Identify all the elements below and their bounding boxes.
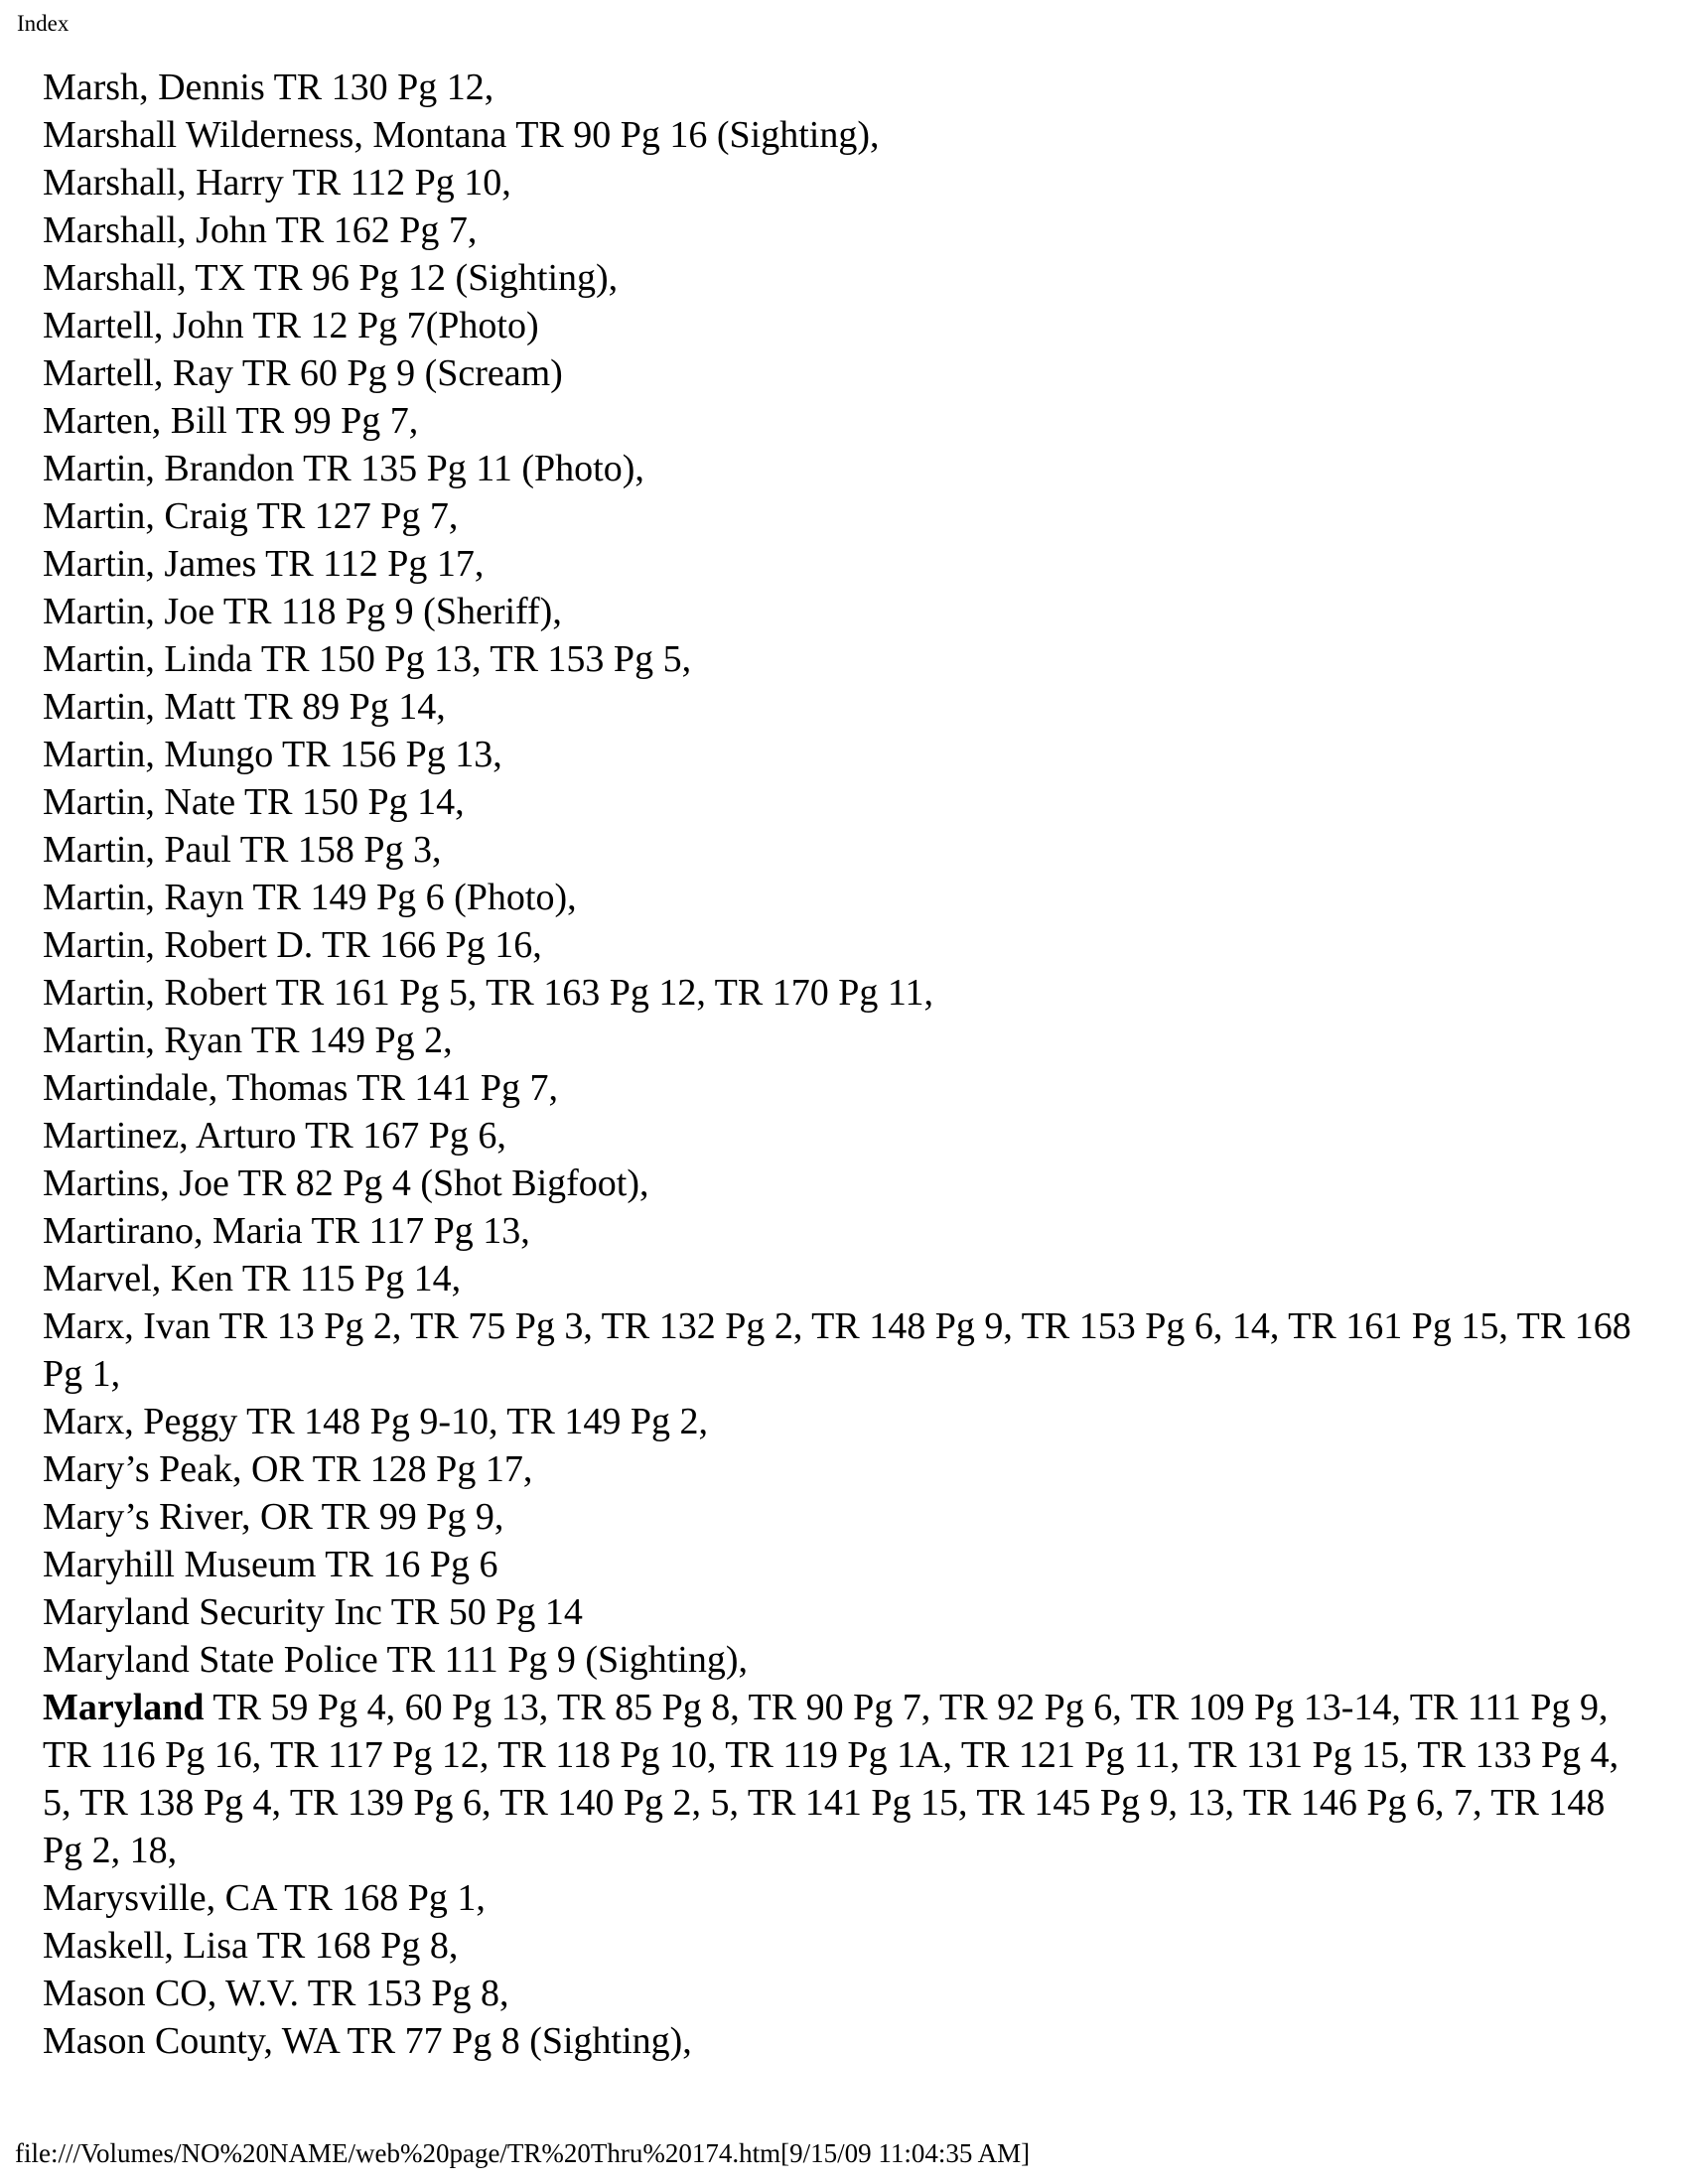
index-entry: Marshall, Harry TR 112 Pg 10, [43, 162, 511, 204]
index-entry: Mary’s River, OR TR 99 Pg 9, [43, 1496, 504, 1538]
index-entry: Marx, Peggy TR 148 Pg 9-10, TR 149 Pg 2, [43, 1401, 708, 1442]
index-entry: Maryland Security Inc TR 50 Pg 14 [43, 1591, 583, 1633]
index-entry: Maryland TR 59 Pg 4, 60 Pg 13, TR 85 Pg 8, TR 90 Pg 7, TR 92 Pg 6, TR 109 Pg 13-14, TR 111 Pg 9, TR 116 Pg 16, TR 117 Pg 12, TR 118 Pg 10, TR 119 Pg 1A, TR 121 Pg 11, TR 131 Pg 15, TR 133 Pg 4, 5, TR 138 Pg 4, TR 139 Pg 6, TR 140 Pg 2, 5, TR 141 Pg 15, TR 145 Pg 9, 13, TR 146 Pg 6, 7, TR 148 Pg 2, 18, [43, 1687, 1619, 1871]
index-entry: Marysville, CA TR 168 Pg 1, [43, 1877, 486, 1919]
index-entry: Mason County, WA TR 77 Pg 8 (Sighting), [43, 2020, 692, 2062]
index-entry: Marten, Bill TR 99 Pg 7, [43, 400, 419, 442]
index-entry-bold-term: Maryland [43, 1687, 205, 1728]
index-entry: Martin, Paul TR 158 Pg 3, [43, 829, 442, 871]
index-entry: Martell, John TR 12 Pg 7(Photo) [43, 305, 539, 346]
index-entry: Mason CO, W.V. TR 153 Pg 8, [43, 1973, 509, 2014]
index-entry: Martin, Robert TR 161 Pg 5, TR 163 Pg 12, TR 170 Pg 11, [43, 972, 933, 1014]
index-entry: Marshall, TX TR 96 Pg 12 (Sighting), [43, 257, 619, 299]
index-entry: Martin, Robert D. TR 166 Pg 16, [43, 924, 542, 966]
index-entry: Mary’s Peak, OR TR 128 Pg 17, [43, 1448, 533, 1490]
index-entry: Marshall, John TR 162 Pg 7, [43, 209, 478, 251]
index-entry: Martin, Matt TR 89 Pg 14, [43, 686, 446, 728]
print-header-title: Index [17, 11, 70, 36]
index-entry: Marsh, Dennis TR 130 Pg 12, [43, 67, 494, 108]
index-entry: Martin, Joe TR 118 Pg 9 (Sheriff), [43, 591, 562, 632]
index-entry: Martin, James TR 112 Pg 17, [43, 543, 485, 585]
index-entry: Martins, Joe TR 82 Pg 4 (Shot Bigfoot), [43, 1162, 649, 1204]
index-entry: Marshall Wilderness, Montana TR 90 Pg 16 (Sighting), [43, 114, 880, 156]
index-entry: Maskell, Lisa TR 168 Pg 8, [43, 1925, 459, 1967]
index-entry-list [43, 64, 1654, 2065]
index-entry: Martirano, Maria TR 117 Pg 13, [43, 1210, 530, 1252]
print-footer-url: file:///Volumes/NO%20NAME/web%20page/TR%20Thru%20174.htm[9/15/09 11:04:35 AM] [15, 2138, 1031, 2168]
index-entry: Martin, Nate TR 150 Pg 14, [43, 781, 465, 823]
index-entry: Martin, Brandon TR 135 Pg 11 (Photo), [43, 448, 644, 489]
index-entry: Martin, Mungo TR 156 Pg 13, [43, 734, 502, 775]
index-entry: Martin, Rayn TR 149 Pg 6 (Photo), [43, 877, 577, 918]
index-entry: Maryland State Police TR 111 Pg 9 (Sighting), [43, 1639, 748, 1681]
index-entry: Marvel, Ken TR 115 Pg 14, [43, 1258, 462, 1299]
index-entry: Martindale, Thomas TR 141 Pg 7, [43, 1067, 558, 1109]
index-entry: Martell, Ray TR 60 Pg 9 (Scream) [43, 352, 563, 394]
index-entry: Martin, Craig TR 127 Pg 7, [43, 495, 459, 537]
index-entry: Martin, Linda TR 150 Pg 13, TR 153 Pg 5, [43, 638, 692, 680]
index-entry: Marx, Ivan TR 13 Pg 2, TR 75 Pg 3, TR 132 Pg 2, TR 148 Pg 9, TR 153 Pg 6, 14, TR 161 Pg 15, TR 168 Pg 1, [43, 1305, 1631, 1395]
index-entry: Martin, Ryan TR 149 Pg 2, [43, 1020, 453, 1061]
index-entry: Martinez, Arturo TR 167 Pg 6, [43, 1115, 506, 1157]
index-entry: Maryhill Museum TR 16 Pg 6 [43, 1544, 498, 1585]
